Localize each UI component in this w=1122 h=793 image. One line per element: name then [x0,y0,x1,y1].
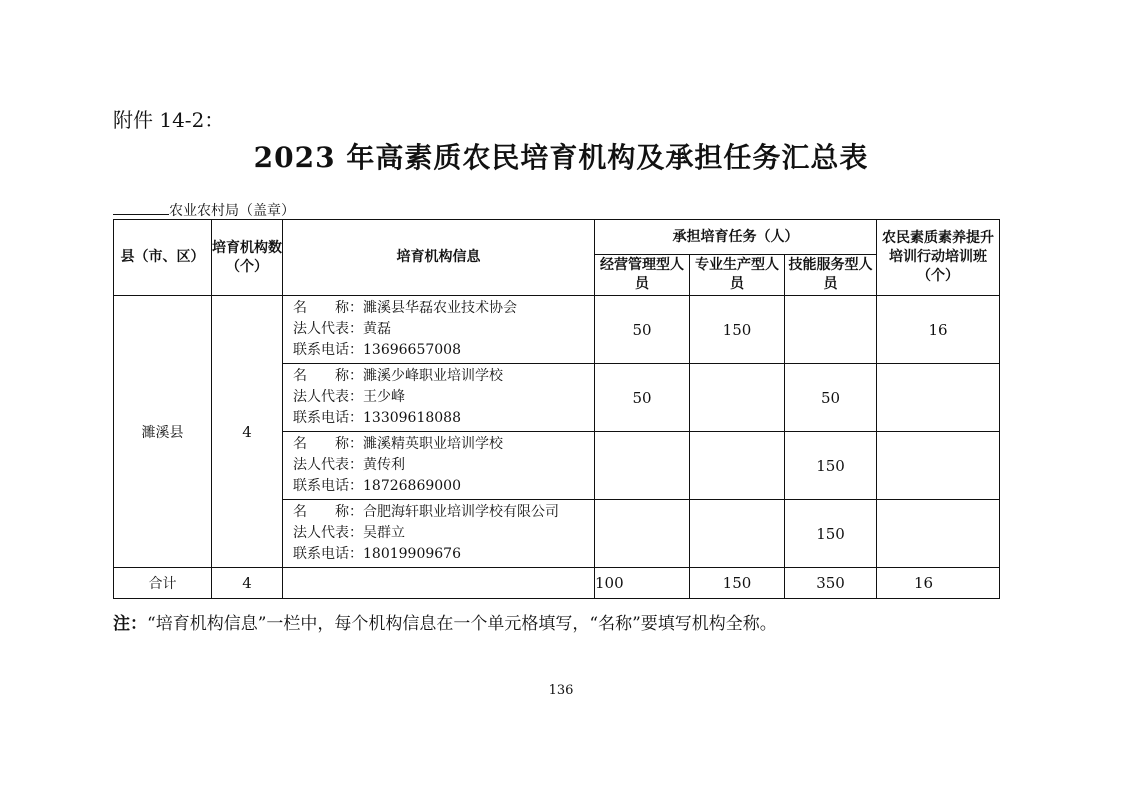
service-cell: 150 [785,432,877,500]
totals-count: 4 [212,568,283,599]
header-classes: 农民素质素养提升培训行动培训班（个） [877,220,1000,296]
institution-phone: 联系电话：13309618088 [293,410,461,426]
header-service: 技能服务型人员 [785,255,877,296]
institution-info [283,500,595,568]
header-production: 专业生产型人员 [690,255,785,296]
manage-cell [595,432,690,500]
manage-cell: 50 [595,364,690,432]
attachment-label: 附件 14-2： [113,108,225,132]
classes-cell: 16 [877,296,1000,364]
institution-phone: 联系电话：18019909676 [293,546,461,562]
totals-info-empty [283,568,595,599]
service-cell: 150 [785,500,877,568]
institution-info [283,432,595,500]
issuer-blank [113,201,169,215]
institution-info [283,364,595,432]
manage-cell: 50 [595,296,690,364]
summary-table [113,219,1000,599]
count-cell: 4 [212,296,283,568]
institution-name: 名 称：濉溪县华磊农业技术协会 [293,300,517,316]
totals-production: 150 [690,568,785,599]
production-cell [690,364,785,432]
institution-name: 名 称：合肥海轩职业培训学校有限公司 [293,504,559,520]
institution-rep: 法人代表：黄传利 [293,457,405,473]
totals-classes: 16 [877,568,1000,599]
service-cell: 50 [785,364,877,432]
classes-cell [877,500,1000,568]
institution-rep: 法人代表：黄磊 [293,321,391,337]
classes-cell [877,432,1000,500]
document-title: 2023 年高素质农民培育机构及承担任务汇总表 [253,141,869,174]
institution-phone: 联系电话：13696657008 [293,342,461,358]
footnote [113,609,777,634]
header-county: 县（市、区） [114,220,212,296]
header-info: 培育机构信息 [283,220,595,296]
footnote-label: 注： [113,614,147,634]
issuer-line [113,200,295,220]
classes-cell [877,364,1000,432]
totals-label: 合计 [114,568,212,599]
institution-name: 名 称：濉溪精英职业培训学校 [293,436,503,452]
manage-cell [595,500,690,568]
page-number: 136 [548,683,574,698]
table-row [114,296,1000,364]
header-count: 培育机构数（个） [212,220,283,296]
totals-manage: 100 [595,568,690,599]
header-tasks: 承担培育任务（人） [595,220,877,255]
production-cell [690,432,785,500]
production-cell: 150 [690,296,785,364]
totals-row [114,568,1000,599]
institution-rep: 法人代表：吴群立 [293,525,405,541]
county-cell: 濉溪县 [114,296,212,568]
institution-name: 名 称：濉溪少峰职业培训学校 [293,368,503,384]
institution-phone: 联系电话：18726869000 [293,478,461,494]
production-cell [690,500,785,568]
totals-service: 350 [785,568,877,599]
service-cell [785,296,877,364]
issuer-text: 农业农村局（盖章） [169,203,295,219]
footnote-text: “培育机构信息”一栏中，每个机构信息在一个单元格填写，“名称”要填写机构全称。 [147,614,777,634]
institution-rep: 法人代表：王少峰 [293,389,405,405]
header-manage: 经营管理型人员 [595,255,690,296]
institution-info [283,296,595,364]
